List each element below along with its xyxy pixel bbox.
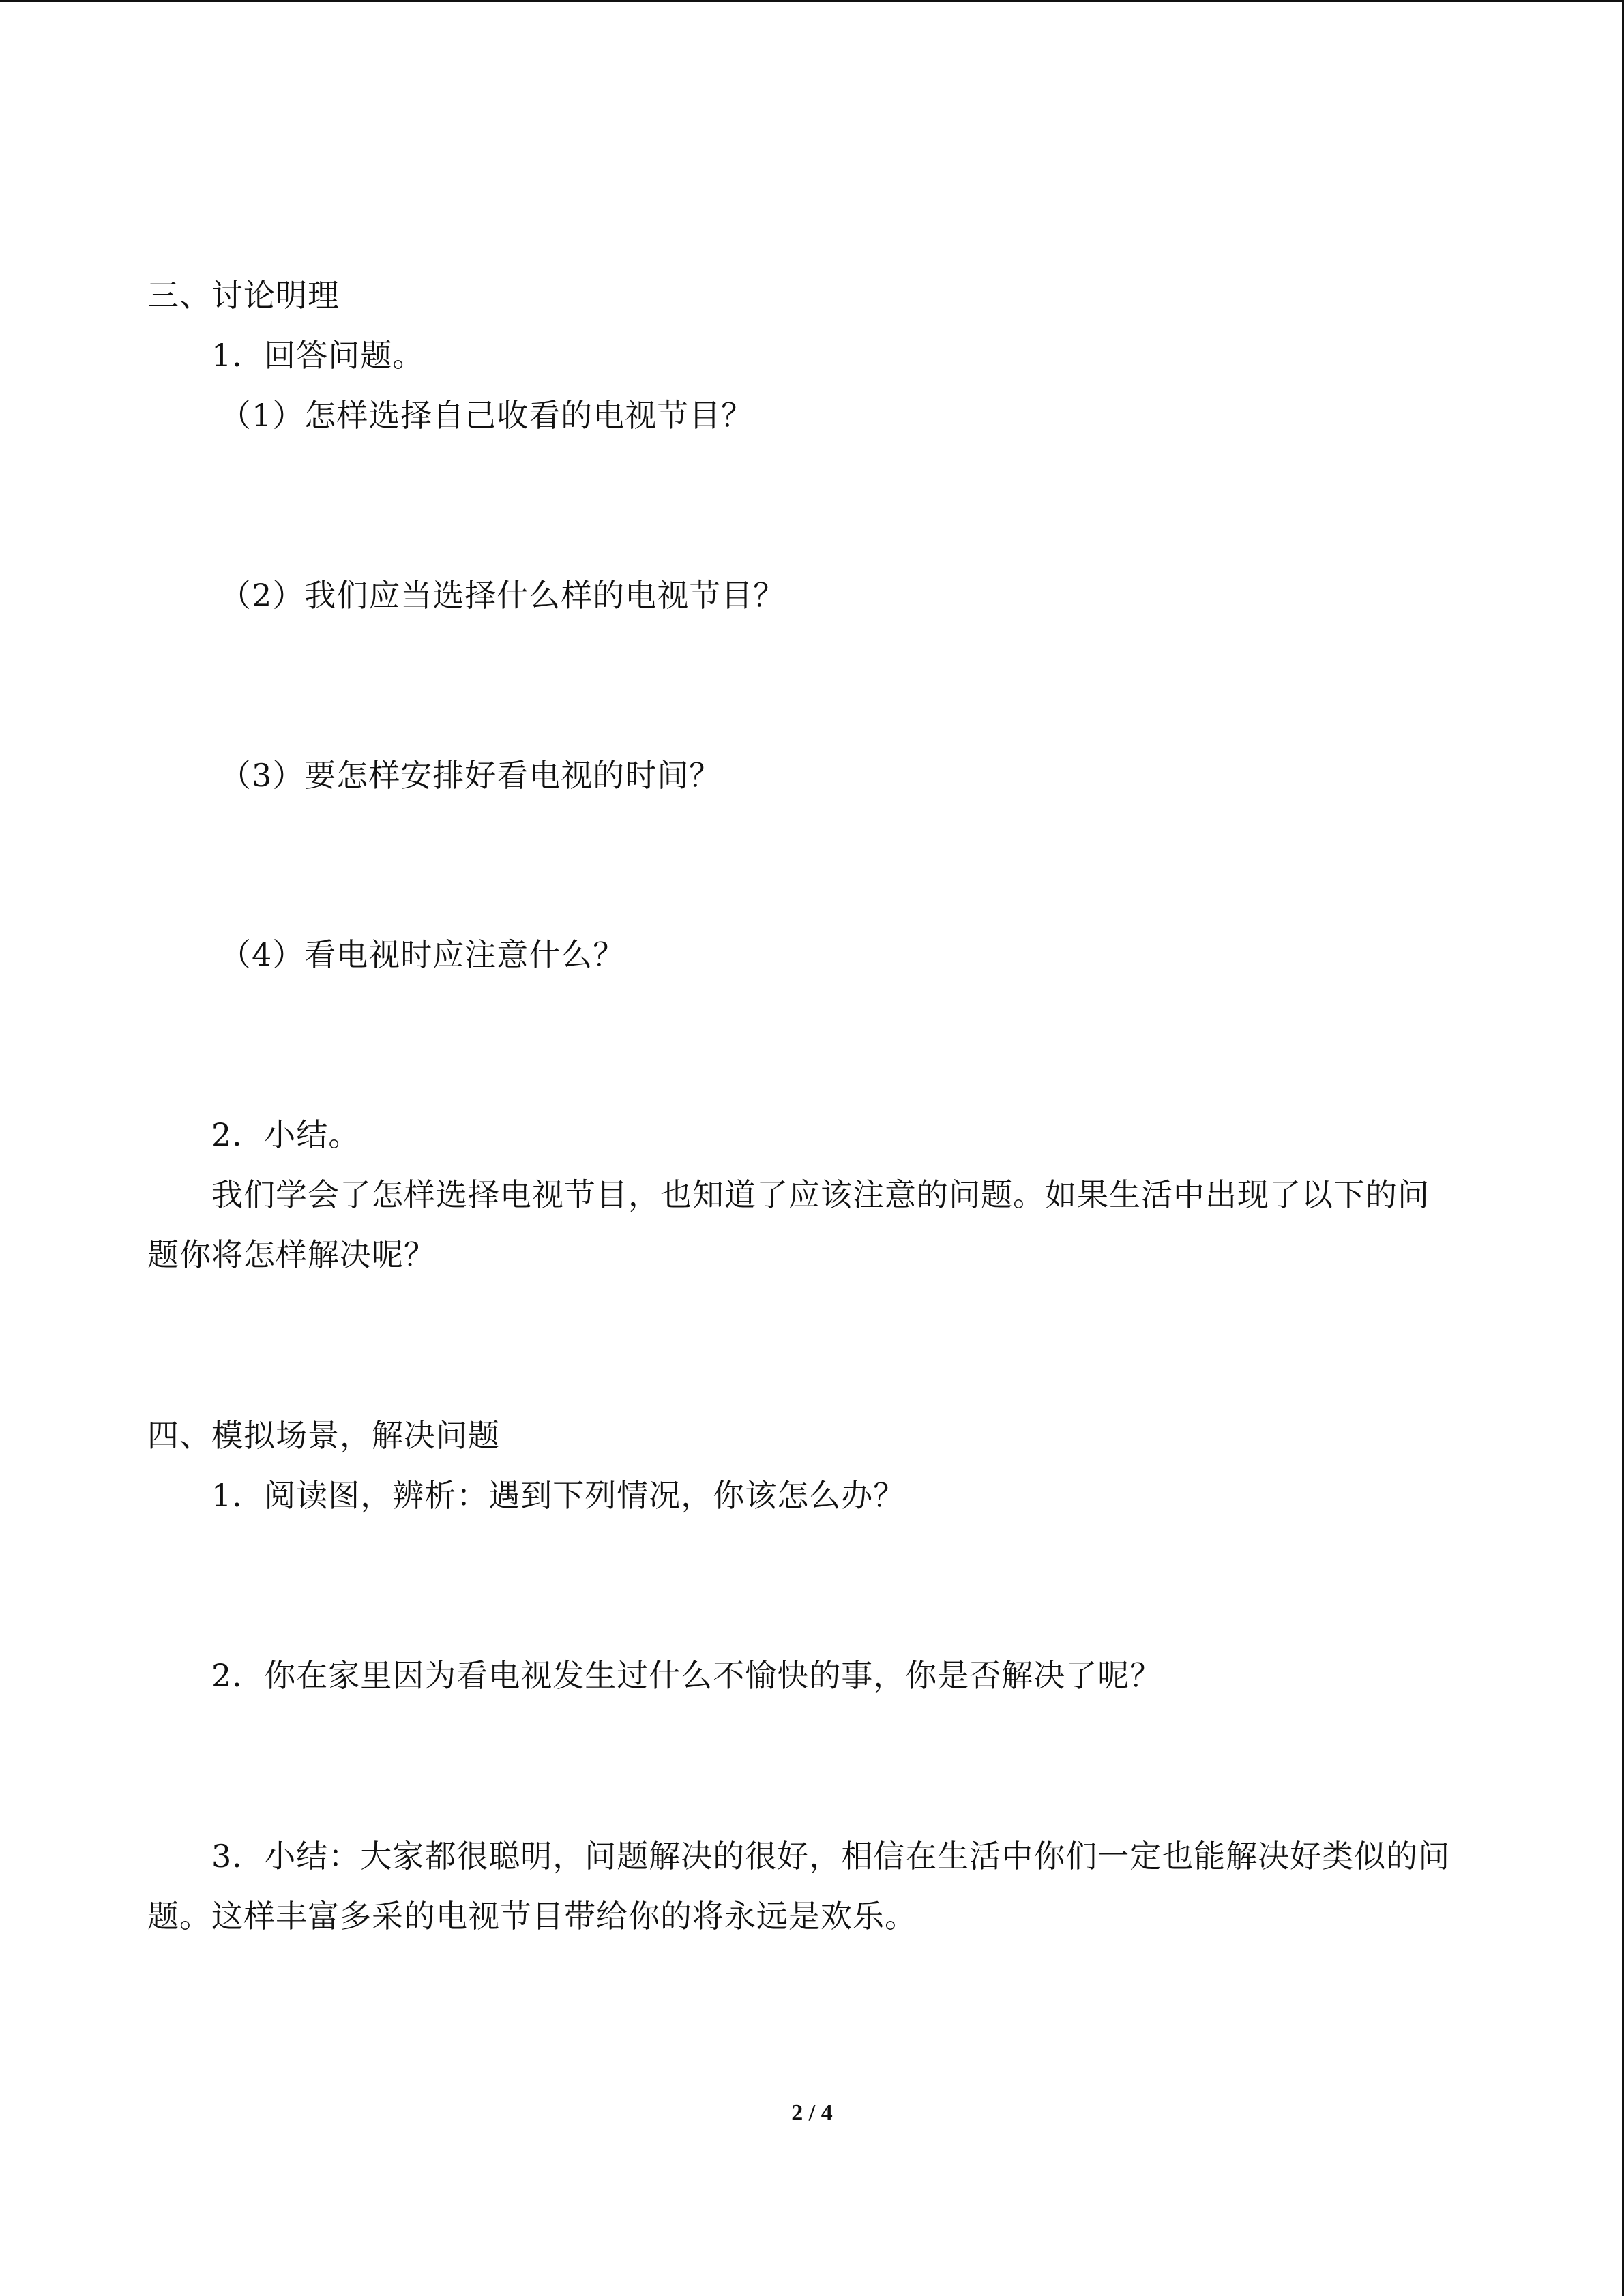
summary-paragraph-line-2: 题你将怎样解决呢？	[147, 1236, 436, 1273]
question-2: （2）我们应当选择什么样的电视节目？	[220, 577, 786, 614]
simulation-summary-line-1: 3．小结：大家都很聪明，问题解决的很好，相信在生活中你们一定也能解决好类似的问	[211, 1838, 1451, 1875]
question-4: （4）看电视时应注意什么？	[220, 936, 625, 973]
section-heading-simulation: 四、模拟场景，解决问题	[147, 1417, 500, 1454]
question-1: （1）怎样选择自己收看的电视节目？	[220, 397, 754, 434]
summary-title: 2．小结。	[211, 1116, 361, 1153]
simulation-item-2: 2．你在家里因为看电视发生过什么不愉快的事，你是否解决了呢？	[211, 1657, 1162, 1694]
question-3: （3）要怎样安排好看电视的时间？	[220, 757, 722, 794]
simulation-item-1: 1．阅读图，辨析：遇到下列情况，你该怎么办？	[211, 1477, 906, 1514]
page-number: 2 / 4	[791, 2100, 833, 2126]
page-border-top	[0, 0, 1624, 2]
simulation-summary-line-2: 题。这样丰富多采的电视节目带给你的将永远是欢乐。	[147, 1898, 917, 1935]
summary-paragraph-line-1: 我们学会了怎样选择电视节目，也知道了应该注意的问题。如果生活中出现了以下的问	[211, 1176, 1430, 1213]
section-heading-discussion: 三、讨论明理	[147, 277, 340, 314]
question-group-title: 1．回答问题。	[211, 337, 425, 374]
